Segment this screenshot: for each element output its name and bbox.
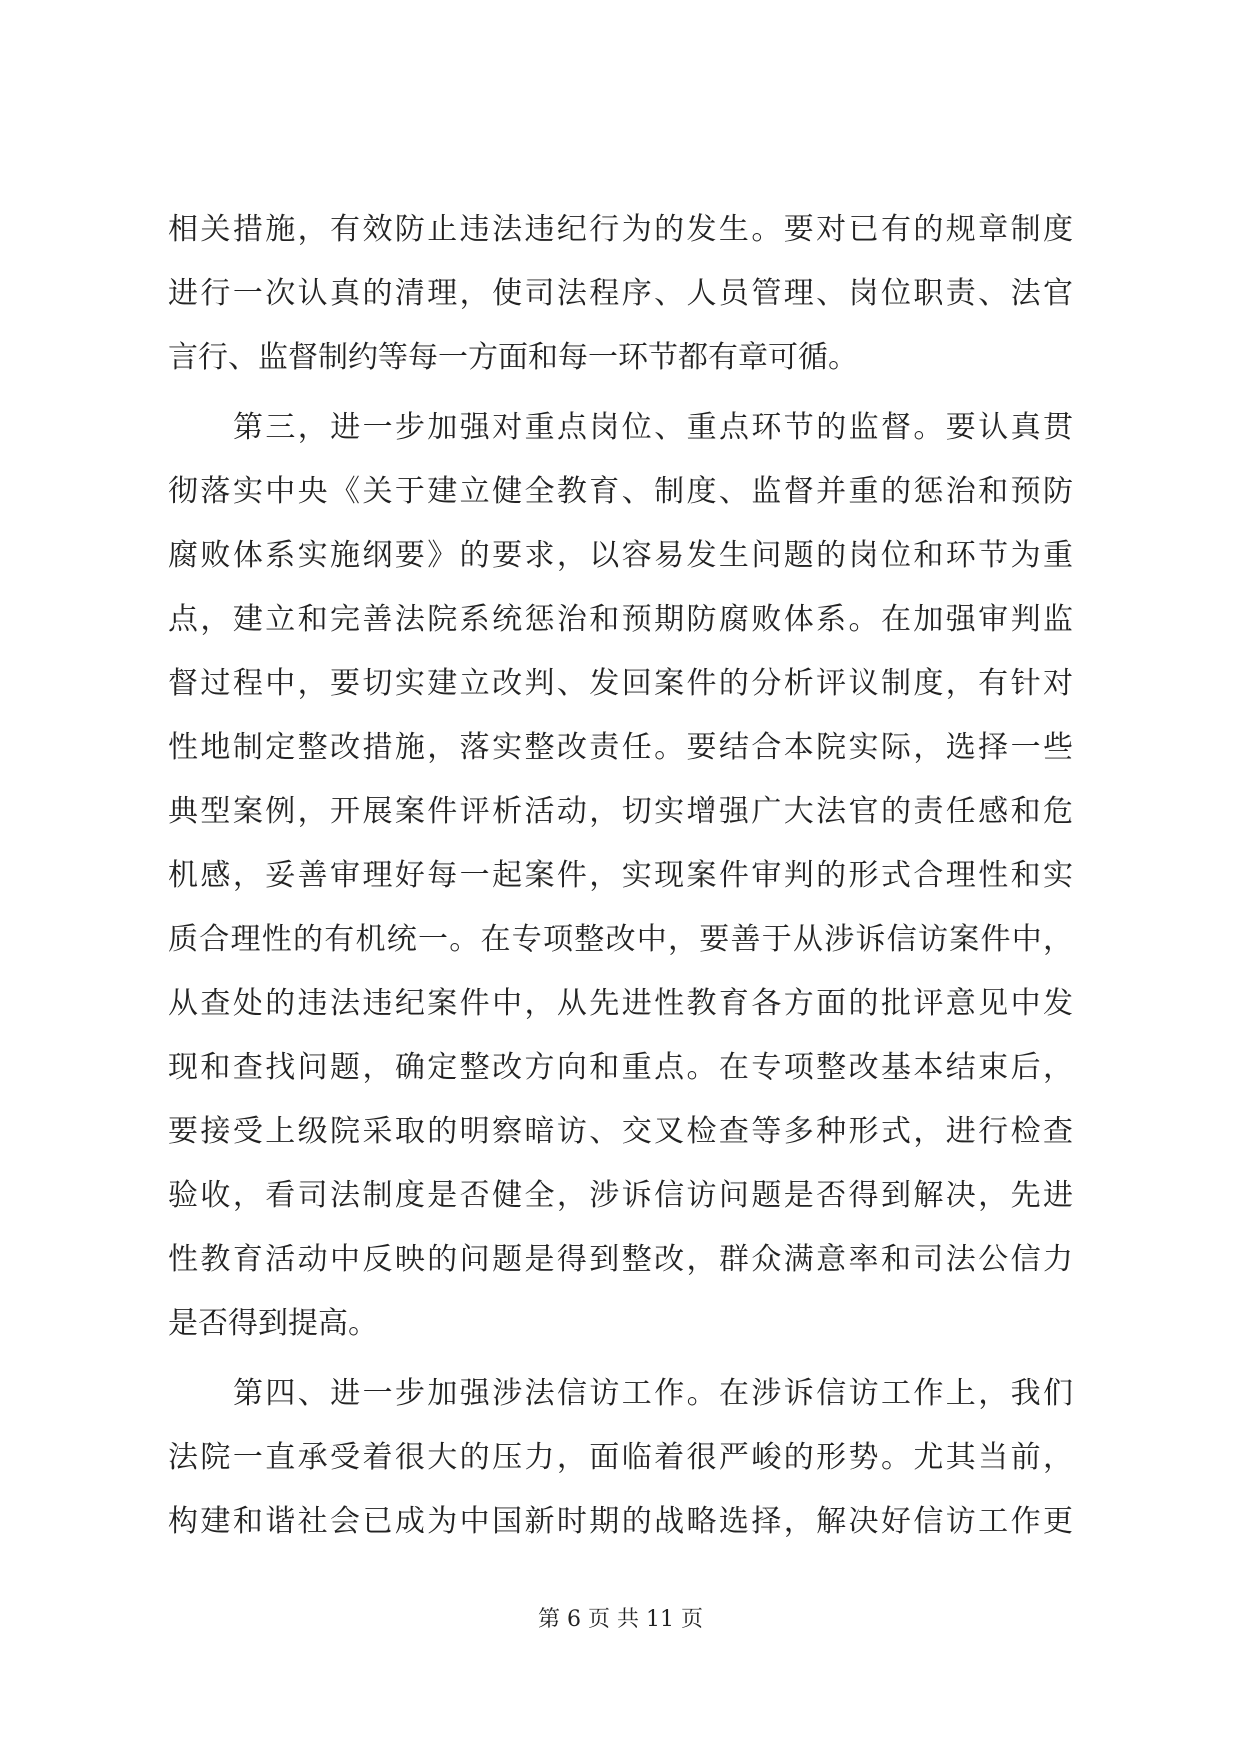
text-line: 机感，妥善审理好每一起案件，实现案件审判的形式合理性和实 <box>168 858 1073 893</box>
text-line: 进行一次认真的清理，使司法程序、人员管理、岗位职责、法官 <box>168 276 1073 311</box>
text-line: 典型案例，开展案件评析活动，切实增强广大法官的责任感和危 <box>168 794 1073 829</box>
paragraph-first-line: 第四、进一步加强涉法信访工作。在涉诉信访工作上，我们 <box>233 1376 1073 1411</box>
text-line: 构建和谐社会已成为中国新时期的战略选择，解决好信访工作更 <box>168 1504 1073 1539</box>
text-line: 相关措施，有效防止违法违纪行为的发生。要对已有的规章制度 <box>168 212 1073 247</box>
text-line: 言行、监督制约等每一方面和每一环节都有章可循。 <box>168 340 858 375</box>
text-line: 督过程中，要切实建立改判、发回案件的分析评议制度，有针对 <box>168 666 1073 701</box>
text-line: 法院一直承受着很大的压力，面临着很严峻的形势。尤其当前， <box>168 1440 1073 1475</box>
page-number-footer: 第 6 页 共 11 页 <box>538 1607 703 1632</box>
text-line: 腐败体系实施纲要》的要求，以容易发生问题的岗位和环节为重 <box>168 538 1073 573</box>
paragraph-first-line: 第三，进一步加强对重点岗位、重点环节的监督。要认真贯 <box>233 410 1073 445</box>
text-line: 从查处的违法违纪案件中，从先进性教育各方面的批评意见中发 <box>168 986 1073 1021</box>
text-line: 点，建立和完善法院系统惩治和预期防腐败体系。在加强审判监 <box>168 602 1073 637</box>
text-line: 彻落实中央《关于建立健全教育、制度、监督并重的惩治和预防 <box>168 474 1073 509</box>
text-line: 要接受上级院采取的明察暗访、交叉检查等多种形式，进行检查 <box>168 1114 1073 1149</box>
text-line: 现和查找问题，确定整改方向和重点。在专项整改基本结束后， <box>168 1050 1073 1085</box>
text-line: 性教育活动中反映的问题是得到整改，群众满意率和司法公信力 <box>168 1242 1073 1277</box>
text-line: 验收，看司法制度是否健全，涉诉信访问题是否得到解决，先进 <box>168 1178 1073 1213</box>
text-line: 质合理性的有机统一。在专项整改中，要善于从涉诉信访案件中， <box>168 922 1073 957</box>
text-line: 是否得到提高。 <box>168 1306 378 1341</box>
text-line: 性地制定整改措施，落实整改责任。要结合本院实际，选择一些 <box>168 730 1073 765</box>
